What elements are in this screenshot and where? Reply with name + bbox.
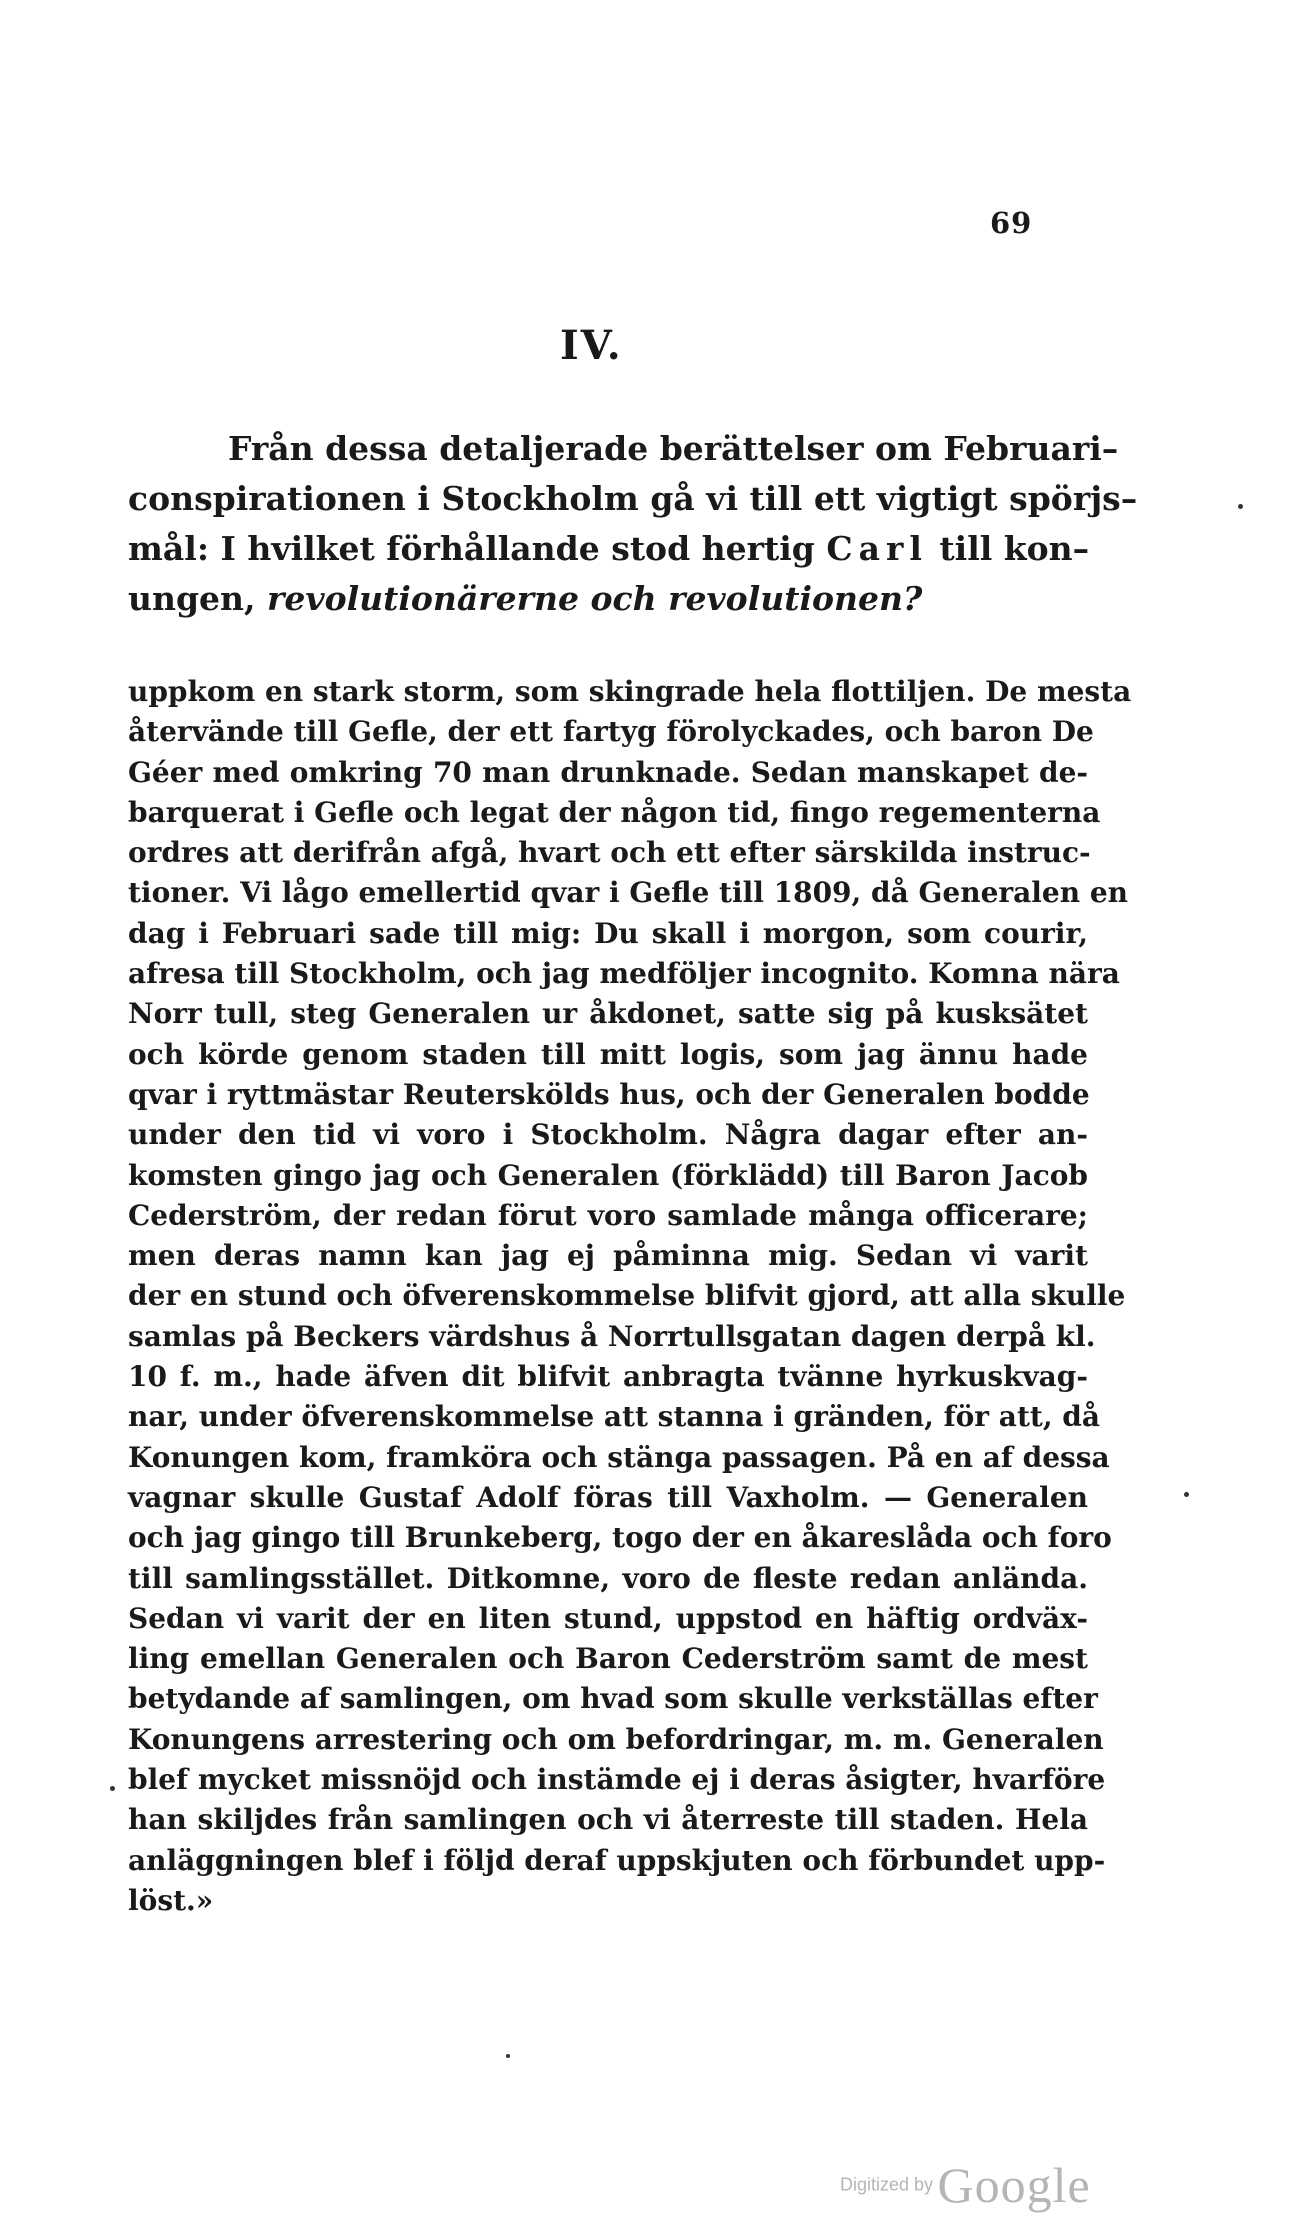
scan-speck	[506, 2054, 510, 2058]
body-line: nar, under öfverenskommelse att stanna i gränden, för att, då	[128, 1400, 1101, 1434]
body-line: till samlingsstället. Ditkomne, voro de fleste redan anlända.	[128, 1561, 1088, 1595]
digitized-by-google-watermark	[840, 2156, 1091, 2214]
body-line: han skiljdes från samlingen och vi återreste till staden. Hela	[128, 1803, 1088, 1837]
chapter-heading: IV.	[560, 322, 623, 369]
body-line: under den tid vi voro i Stockholm. Några dagar efter an-	[128, 1118, 1088, 1152]
body-line: afresa till Stockholm, och jag medföljer incognito. Komna nära	[128, 957, 1120, 991]
intro-text: ungen,	[128, 579, 268, 618]
body-line: men deras namn kan jag ej påminna mig. Sedan vi varit	[128, 1239, 1088, 1273]
body-line: dag i Februari sade till mig: Du skall i morgon, som courir,	[128, 916, 1088, 950]
body-line: återvände till Gefle, der ett fartyg förolyckades, och baron De	[128, 715, 1094, 749]
intro-line	[128, 524, 1088, 574]
body-line: ordres att derifrån afgå, hvart och ett efter särskilda instruc-	[128, 836, 1091, 870]
body-line: Géer med omkring 70 man drunknade. Sedan manskapet de-	[128, 755, 1088, 789]
body-line: 10 f. m., hade äfven dit blifvit anbragta tvänne hyrkuskvag-	[128, 1360, 1088, 1394]
body-line: vagnar skulle Gustaf Adolf föras till Vaxholm. — Generalen	[128, 1480, 1088, 1514]
body-line: Cederström, der redan förut voro samlade många officerare;	[128, 1198, 1088, 1232]
body-line: Norr tull, steg Generalen ur åkdonet, satte sig på kusksätet	[128, 997, 1088, 1031]
body-line: ling emellan Generalen och Baron Cederström samt de mest	[128, 1642, 1088, 1676]
body-line: och jag gingo till Brunkeberg, togo der en åkareslåda och foro	[128, 1521, 1112, 1555]
body-line: Konungens arrestering och om befordringar, m. m. Generalen	[128, 1722, 1104, 1756]
intro-line: Från dessa detaljerade berättelser om Februari–	[228, 429, 1119, 468]
body-line: tioner. Vi lågo emellertid qvar i Gefle till 1809, då Generalen en	[128, 876, 1129, 910]
page-number: 69	[990, 206, 1033, 240]
chapter-intro	[128, 424, 1138, 624]
body-line: anläggningen blef i följd deraf uppskjuten och förbundet upp-	[128, 1843, 1106, 1877]
body-line: der en stund och öfverenskommelse blifvit gjord, att alla skulle	[128, 1279, 1126, 1313]
body-line: Sedan vi varit der en liten stund, uppstod en häftig ordväx-	[128, 1601, 1088, 1635]
intro-text: mål: I hvilket förhållande stod hertig	[128, 529, 827, 568]
intro-italic-text: revolutionärerne och revolutionen?	[267, 579, 923, 618]
scan-speck	[110, 1786, 115, 1791]
body-line: och körde genom staden till mitt logis, som jag ännu hade	[128, 1037, 1088, 1071]
scan-speck	[1184, 1492, 1189, 1497]
watermark-prefix: Digitized by	[840, 2174, 934, 2195]
body-line: uppkom en stark storm, som skingrade hela flottiljen. De mesta	[128, 675, 1132, 708]
google-logo: Google	[937, 2157, 1091, 2213]
body-line: Konungen kom, framköra och stänga passagen. På en af dessa	[128, 1440, 1110, 1474]
body-line: löst.»	[128, 1883, 214, 1917]
body-line: samlas på Beckers värdshus å Norrtullsgatan dagen derpå kl.	[128, 1319, 1096, 1353]
intro-line	[128, 574, 1088, 624]
intro-line: conspirationen i Stockholm gå vi till ett vigtigt spörjs–	[128, 479, 1138, 518]
scan-speck	[1238, 504, 1243, 509]
body-line: betydande af samlingen, om hvad som skulle verkställas efter	[128, 1682, 1098, 1716]
body-line: blef mycket missnöjd och instämde ej i deras åsigter, hvarföre	[128, 1763, 1106, 1797]
body-paragraph	[128, 672, 1132, 1921]
body-line: qvar i ryttmästar Reuterskölds hus, och der Generalen bodde	[128, 1077, 1090, 1111]
intro-text: till kon–	[927, 529, 1090, 568]
body-line: barquerat i Gefle och legat der någon tid, fingo regementerna	[128, 795, 1101, 829]
body-line: komsten gingo jag och Generalen (förklädd) till Baron Jacob	[128, 1158, 1088, 1192]
intro-name-carl: Carl	[826, 529, 928, 568]
